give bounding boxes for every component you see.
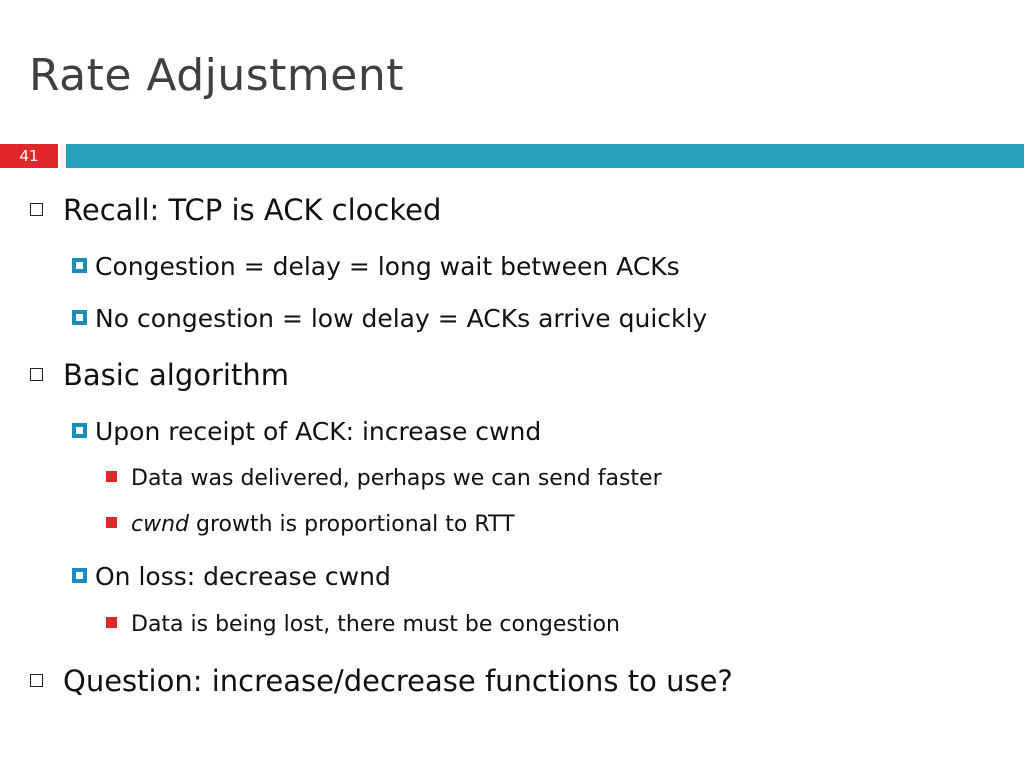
- filled-square-bullet-icon: [106, 617, 117, 628]
- bullet-text: Basic algorithm: [63, 358, 289, 392]
- hollow-square-bullet-icon: [30, 368, 43, 381]
- bullet-text: Question: increase/decrease functions to use?: [63, 664, 733, 698]
- hollow-square-bullet-icon: [30, 203, 43, 216]
- bullet-text: Recall: TCP is ACK clocked: [63, 193, 442, 227]
- bullet-level3: [106, 512, 515, 537]
- bullet-level1: [30, 358, 289, 392]
- bullet-level3: [106, 612, 620, 637]
- slide-number: 41: [0, 144, 58, 168]
- filled-square-bullet-icon: [106, 471, 117, 482]
- bullet-level1: [30, 664, 733, 698]
- boxed-square-bullet-icon: [72, 310, 87, 325]
- filled-square-bullet-icon: [106, 517, 117, 528]
- bullet-level2: [72, 562, 391, 591]
- bullet-text-emphasis: cwnd: [131, 512, 189, 537]
- bullet-level2: [72, 417, 541, 446]
- bullet-level3: [106, 466, 662, 491]
- bullet-level1: [30, 193, 441, 227]
- bullet-text: Congestion = delay = long wait between ACKs: [95, 252, 680, 281]
- accent-bar: [66, 144, 1024, 168]
- boxed-square-bullet-icon: [72, 258, 87, 273]
- boxed-square-bullet-icon: [72, 423, 87, 438]
- slide-number-bar: [0, 144, 1024, 168]
- bullet-text: Upon receipt of ACK: increase cwnd: [95, 417, 542, 446]
- bullet-text: Data is being lost, there must be congestion: [131, 612, 620, 637]
- hollow-square-bullet-icon: [30, 674, 43, 687]
- bullet-text: No congestion = low delay = ACKs arrive quickly: [95, 304, 708, 333]
- bullet-level2: [72, 252, 680, 281]
- bullet-text: growth is proportional to RTT: [189, 512, 515, 537]
- bullet-text: Data was delivered, perhaps we can send faster: [131, 466, 662, 491]
- bullet-level2: [72, 304, 707, 333]
- boxed-square-bullet-icon: [72, 568, 87, 583]
- bullet-text: On loss: decrease cwnd: [95, 562, 391, 591]
- slide-title: Rate Adjustment: [29, 50, 404, 101]
